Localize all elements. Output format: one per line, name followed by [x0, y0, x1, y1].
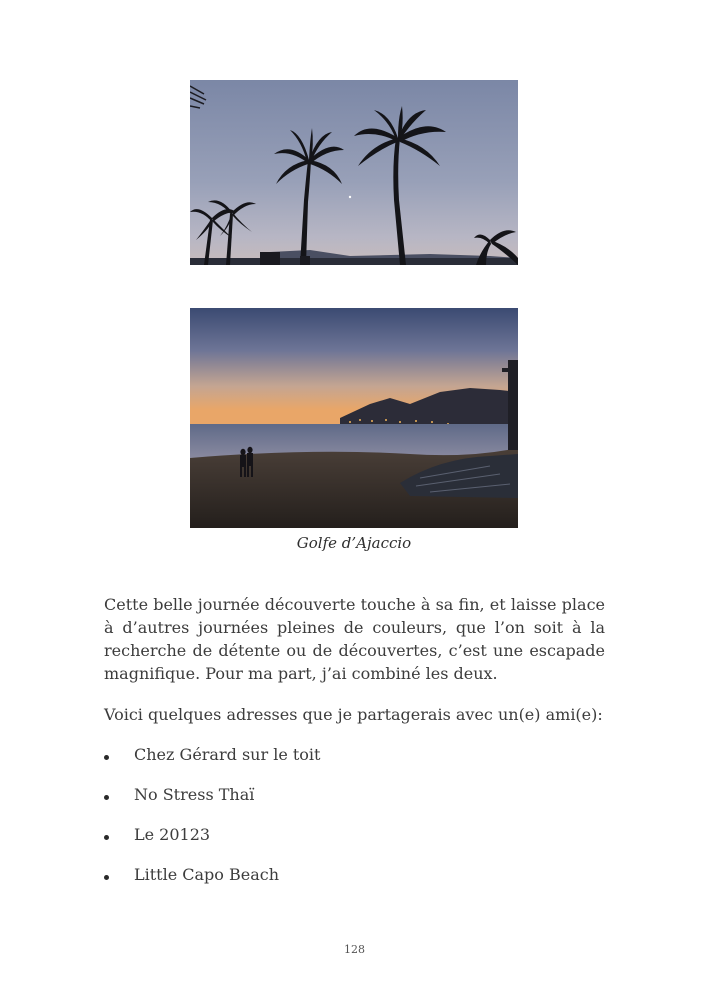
intro-paragraph: Cette belle journée découverte touche à sa fin, et laisse place à d’autres journées pleines de couleurs, que l’on soit à la recherche de détente ou de découvertes, c’est une escapade magnifique. Pour ma part, j’ai combiné les deux.	[104, 595, 605, 683]
bullet-icon	[104, 755, 109, 760]
beach-sunset-photo	[190, 308, 518, 528]
page-number: 128	[344, 943, 365, 956]
address-label: Little Capo Beach	[134, 865, 280, 884]
photo-caption: Golfe d’Ajaccio	[296, 534, 412, 552]
address-label: No Stress Thaï	[134, 785, 255, 804]
list-item	[104, 823, 605, 863]
bullet-icon	[104, 875, 109, 880]
list-item	[104, 743, 605, 783]
bullet-icon	[104, 795, 109, 800]
address-label: Le 20123	[134, 825, 211, 844]
address-label: Chez Gérard sur le toit	[134, 745, 321, 764]
address-list	[104, 743, 605, 903]
addresses-intro: Voici quelques adresses que je partagerais avec un(e) ami(e):	[104, 705, 603, 724]
palm-trees-photo	[190, 80, 518, 265]
list-item	[104, 783, 605, 823]
bullet-icon	[104, 835, 109, 840]
list-item	[104, 863, 605, 903]
